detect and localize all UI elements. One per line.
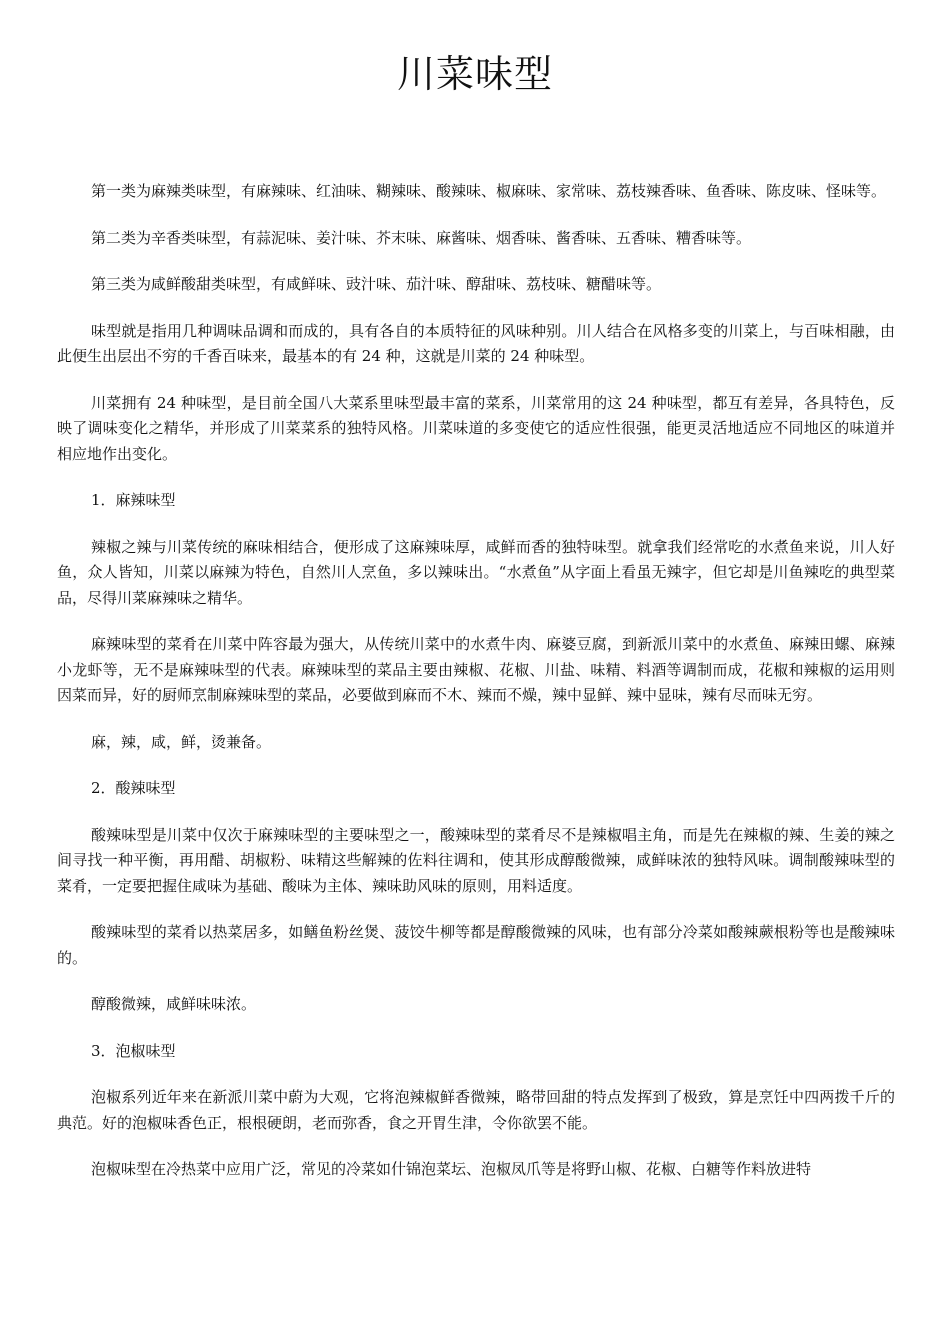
section-heading: 2．酸辣味型: [91, 779, 176, 797]
paragraph: 辣椒之辣与川菜传统的麻味相结合，便形成了这麻辣味厚，咸鲜而香的独特味型。就拿我们经常吃的水煮鱼来说，川人好鱼，众人皆知，川菜以麻辣为特色，自然川人烹鱼，多以辣味出。“水煮鱼”从字面上看虽无辣字，但它却是川鱼辣吃的典型菜品，尽得川菜麻辣味之精华。: [57, 537, 895, 607]
paragraph: 麻，辣，咸，鲜，烫兼备。: [91, 732, 272, 751]
section-heading: 3．泡椒味型: [91, 1041, 176, 1060]
paragraph: 第三类为咸鲜酸甜类味型，有咸鲜味、豉汁味、茄汁味、醇甜味、荔枝味、糖醋味等。: [91, 275, 662, 293]
paragraph: 酸辣味型是川菜中仅次于麻辣味型的主要味型之一，酸辣味型的菜肴尽不是辣椒唱主角，而是先在辣椒的辣、生姜的辣之间寻找一种平衡，再用醋、胡椒粉、味精这些解辣的佐料往调和，使其形成醇酸微辣，咸鲜味浓的独特风味。调制酸辣味型的菜肴，一定要把握住咸味为基础、酸味为主体、辣味助风味的原则，用料适度。: [57, 825, 895, 895]
paragraph: 味型就是指用几种调味品调和而成的，具有各自的本质特征的风味种别。川人结合在风格多变的川菜上，与百味相融，由此便生出层出不穷的千香百味来，最基本的有 24 种，这就是川菜的 24 种味型。: [57, 321, 895, 365]
document-title: 川菜味型: [396, 52, 553, 96]
paragraph: 酸辣味型的菜肴以热菜居多，如鳝鱼粉丝煲、菠饺牛柳等都是醇酸微辣的风味，也有部分冷菜如酸辣蕨根粉等也是酸辣味的。: [57, 923, 895, 967]
paragraph: 麻辣味型的菜肴在川菜中阵容最为强大，从传统川菜中的水煮牛肉、麻婆豆腐，到新派川菜中的水煮鱼、麻辣田螺、麻辣小龙虾等，无不是麻辣味型的代表。麻辣味型的菜品主要由辣椒、花椒、川盐、味精、料酒等调制而成，花椒和辣椒的运用则因菜而异，好的厨师烹制麻辣味型的菜品，必要做到麻而不木、辣而不燥，辣中显鲜、辣中显味，辣有尽而味无穷。: [57, 635, 895, 704]
document-body: [57, 179, 895, 1204]
paragraph: 第二类为辛香类味型，有蒜泥味、姜汁味、芥末味、麻酱味、烟香味、酱香味、五香味、糟香味等。: [91, 228, 752, 247]
paragraph: 川菜拥有 24 种味型，是目前全国八大菜系里味型最丰富的菜系，川菜常用的这 24 种味型，都互有差异，各具特色，反映了调味变化之精华，并形成了川菜菜系的独特风格。川菜味道的多变使它的适应性很强，能更灵活地适应不同地区的味道并相应地作出变化。: [57, 393, 895, 463]
paragraph: 醇酸微辣，咸鲜味味浓。: [91, 995, 257, 1013]
section-heading: 1．麻辣味型: [91, 491, 176, 509]
paragraph: 泡椒系列近年来在新派川菜中蔚为大观，它将泡辣椒鲜香微辣，略带回甜的特点发挥到了极致，算是烹饪中四两拨千斤的典范。好的泡椒味香色正，根根硬朗，老而弥香，食之开胃生津，令你欲罢不能。: [57, 1088, 895, 1132]
paragraph: 泡椒味型在冷热菜中应用广泛，常见的冷菜如什锦泡菜坛、泡椒凤爪等是将野山椒、花椒、白糖等作料放进特: [91, 1160, 812, 1178]
paragraph: 第一类为麻辣类味型，有麻辣味、红油味、糊辣味、酸辣味、椒麻味、家常味、荔枝辣香味、鱼香味、陈皮味、怪味等。: [91, 182, 887, 200]
